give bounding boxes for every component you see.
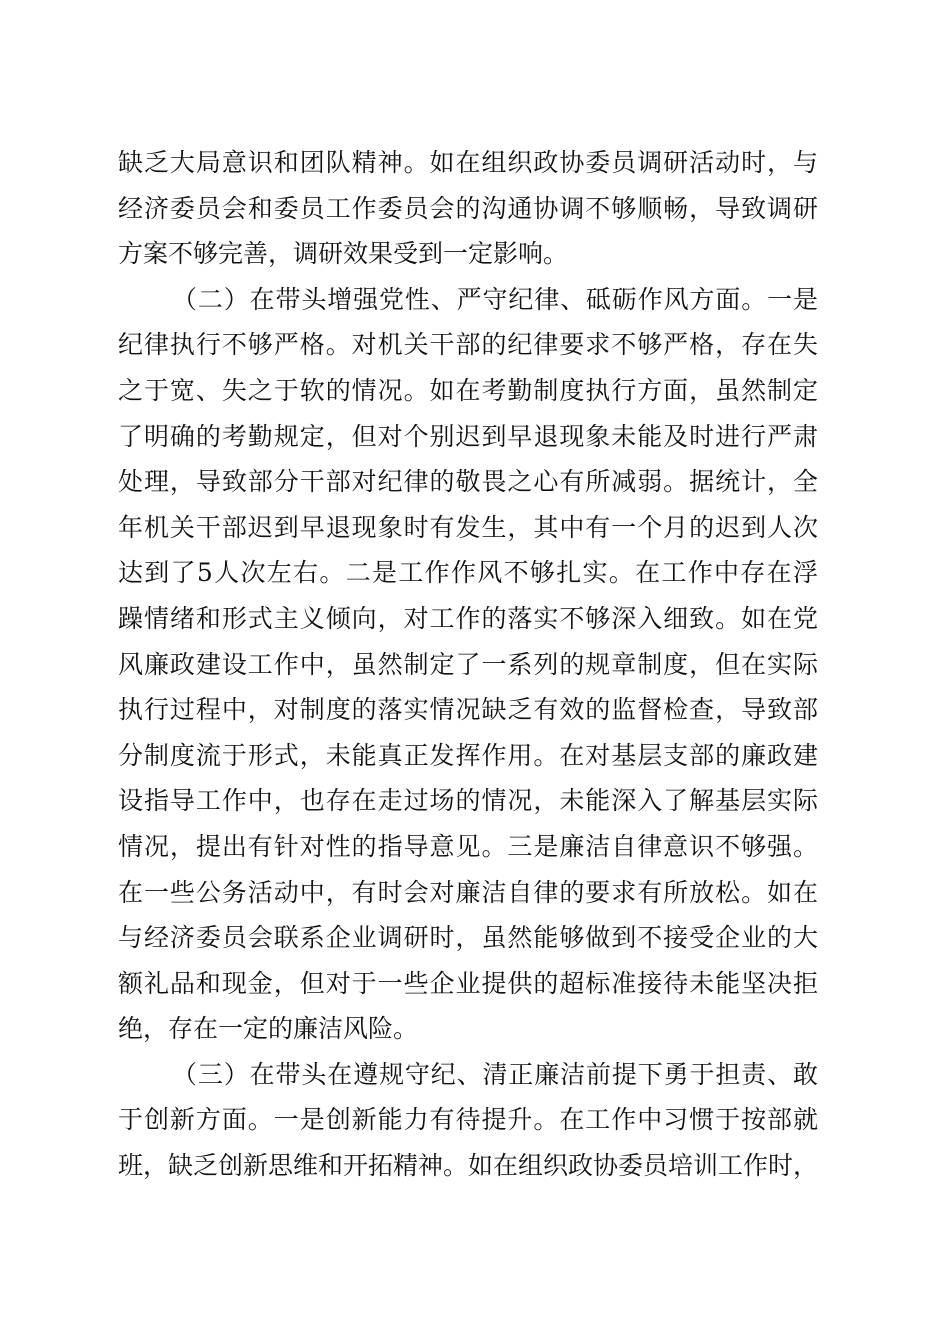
text-line: 缺乏大局意识和团队精神。如在组织政协委员调研活动时，与 <box>118 148 818 177</box>
text-line: 处理，导致部分干部对纪律的敬畏之心有所减弱。据统计，全 <box>118 467 818 497</box>
section-heading-line: （二）在带头增强党性、严守纪律、砥砺作风方面。一是 <box>172 284 818 314</box>
text-line: 分制度流于形式，未能真正发挥作用。在对基层支部的廉政建 <box>118 740 818 770</box>
text-line: 班，缺乏创新思维和开拓精神。如在组织政协委员培训工作时， <box>118 1151 819 1181</box>
text-line: 执行过程中，对制度的落实情况缺乏有效的监督检查，导致部 <box>118 695 818 725</box>
text-line: 与经济委员会联系企业调研时，虽然能够做到不接受企业的大 <box>118 923 818 953</box>
text-line: 了明确的考勤规定，但对个别迟到早退现象未能及时进行严肃 <box>118 421 818 451</box>
text-line: 躁情绪和形式主义倾向，对工作的落实不够深入细致。如在党 <box>118 603 818 633</box>
section-heading-line: （三）在带头在遵规守纪、清正廉洁前提下勇于担责、敢 <box>172 1059 818 1089</box>
body-text <box>118 140 818 1189</box>
text-line: 年机关干部迟到早退现象时有发生，其中有一个月的迟到人次 <box>118 512 818 542</box>
text-line: 额礼品和现金，但对于一些企业提供的超标准接待未能坚决拒 <box>118 968 818 998</box>
text-line: 绝，存在一定的廉洁风险。 <box>118 1014 419 1044</box>
text-line: 情况，提出有针对性的指导意见。三是廉洁自律意识不够强。 <box>118 831 818 861</box>
text-line: 设指导工作中，也存在走过场的情况，未能深入了解基层实际 <box>118 786 818 816</box>
text-line: 纪律执行不够严格。对机关干部的纪律要求不够严格，存在失 <box>118 330 818 360</box>
text-line: 在一些公务活动中，有时会对廉洁自律的要求有所放松。如在 <box>118 877 818 907</box>
text-line: 达到了5人次左右。二是工作作风不够扎实。在工作中存在浮 <box>118 558 818 588</box>
text-line: 于创新方面。一是创新能力有待提升。在工作中习惯于按部就 <box>118 1105 818 1135</box>
text-line: 之于宽、失之于软的情况。如在考勤制度执行方面，虽然制定 <box>118 375 818 405</box>
text-line: 方案不够完善，调研效果受到一定影响。 <box>118 239 569 269</box>
text-line: 经济委员会和委员工作委员会的沟通协调不够顺畅，导致调研 <box>118 193 818 223</box>
text-line: 风廉政建设工作中，虽然制定了一系列的规章制度，但在实际 <box>118 649 818 679</box>
